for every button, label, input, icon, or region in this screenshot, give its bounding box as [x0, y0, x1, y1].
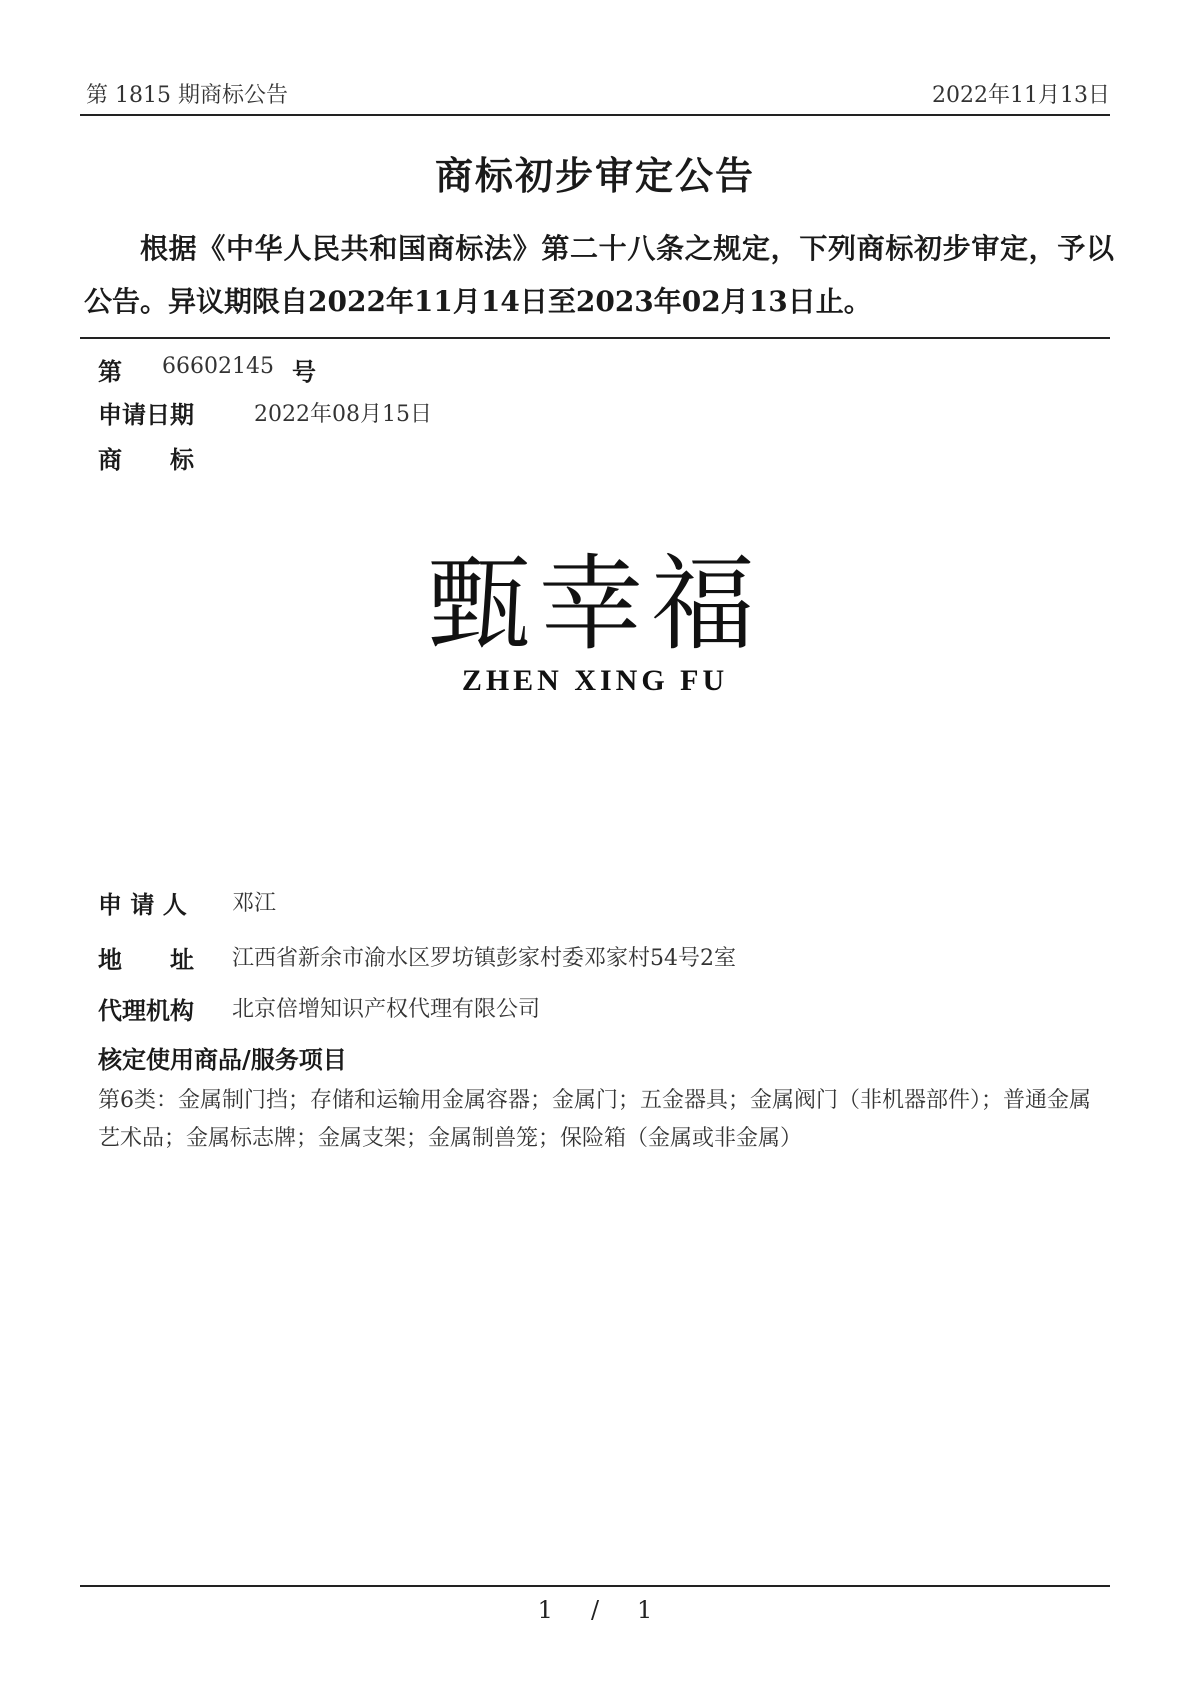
footer-divider	[80, 1585, 1110, 1587]
apply-date-value: 2022年08月15日	[254, 402, 432, 427]
page-separator: /	[590, 1596, 600, 1624]
address-value: 江西省新余市渝水区罗坊镇彭家村委邓家村54号2室	[232, 946, 736, 971]
goods-list: 第6类：金属制门挡；存储和运输用金属容器；金属门；五金器具；金属阀门（非机器部件）；普通金属艺术品；金属标志牌；金属支架；金属制兽笼；保险箱（金属或非金属）	[98, 1088, 1092, 1151]
number-suffix: 号	[292, 357, 316, 386]
publication-date: 2022年11月13日	[932, 83, 1110, 108]
page-title: 商标初步审定公告	[434, 153, 755, 198]
total-pages: 1	[637, 1596, 653, 1624]
trademark-chinese: 甄幸福	[426, 543, 763, 665]
section-divider	[80, 337, 1110, 339]
applicant-value: 邓江	[232, 891, 277, 916]
agent-value: 北京倍增知识产权代理有限公司	[232, 997, 541, 1022]
address-label: 地 址	[98, 945, 194, 974]
number-prefix: 第	[98, 357, 122, 386]
applicant-label: 申 请 人	[98, 890, 187, 919]
trademark-pinyin: ZHEN XING FU	[461, 664, 729, 697]
agent-label: 代理机构	[98, 996, 194, 1025]
page-indicator	[0, 1596, 1190, 1624]
trademark-image	[0, 543, 1190, 698]
current-page: 1	[537, 1596, 553, 1624]
goods-label: 核定使用商品/服务项目	[98, 1045, 347, 1074]
header-divider	[80, 114, 1110, 116]
apply-date-label: 申请日期	[98, 400, 194, 429]
intro-paragraph: 根据《中华人民共和国商标法》第二十八条之规定，下列商标初步审定，予以公告。异议期限自2022年11月14日至2023年02月13日止。	[84, 232, 1114, 318]
mark-label: 商 标	[98, 445, 194, 474]
issue-number: 第 1815 期商标公告	[86, 83, 288, 108]
registration-number: 66602145	[162, 354, 274, 379]
